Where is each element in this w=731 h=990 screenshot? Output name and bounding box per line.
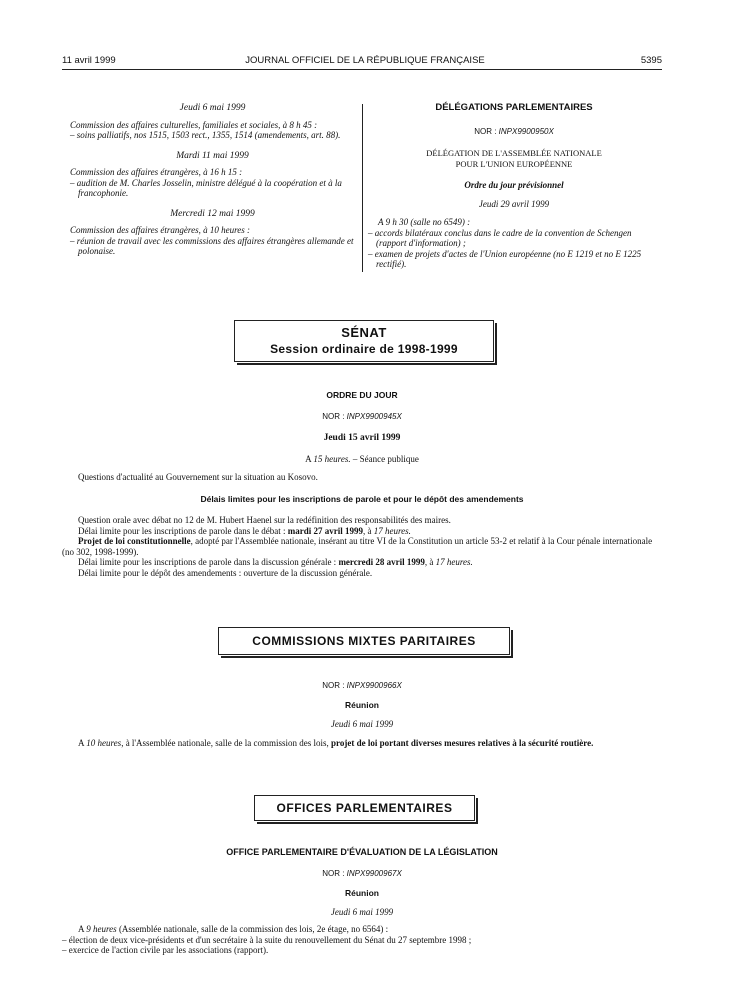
text-run-bold: projet de loi portant diverses mesures relatives à la sécurité routière. [331, 738, 594, 748]
agenda-item: – examen de projets d'actes de l'Union européenne (no E 1219 et no E 1225 rectifié). [368, 248, 642, 269]
journal-title: JOURNAL OFFICIEL DE LA RÉPUBLIQUE FRANÇAISE [245, 55, 485, 66]
cmp-box: COMMISSIONS MIXTES PARITAIRES [218, 627, 510, 655]
agenda-line: Commission des affaires étrangères, à 16 h 15 : [70, 167, 243, 177]
agenda-item: – accords bilatéraux conclus dans le cadre de la convention de Schengen (rapport d'information) ; [368, 227, 632, 248]
text-run-bold: Projet de loi constitutionnelle [78, 536, 191, 546]
nor-code: INPX9900966X [346, 681, 402, 690]
delais-paragraph: Délai limite pour le dépôt des amendements : ouverture de la discussion générale. [78, 567, 373, 578]
delais-paragraph [62, 536, 662, 557]
text-run: A [78, 738, 87, 748]
text-run: , à [424, 557, 436, 567]
agenda-date: Mercredi 12 mai 1999 [170, 208, 255, 219]
delais-paragraph: Question orale avec débat no 12 de M. Hubert Haenel sur la redéfinition des responsabilités des maires. [78, 515, 451, 525]
agenda-date: Mardi 11 mai 1999 [176, 150, 249, 161]
text-run: , à l'Assemblée nationale, salle de la commission des lois, [121, 738, 332, 748]
nor-code: INPX9900950X [498, 126, 554, 136]
offices-text-block [62, 924, 662, 956]
agenda-time: A 9 h 30 (salle no 6549) : [378, 217, 471, 227]
agenda-block [70, 103, 355, 141]
session-time-rest: – Séance publique [350, 454, 419, 464]
agenda-date: Jeudi 29 avril 1999 [478, 198, 550, 209]
text-run: , à [362, 525, 374, 536]
agenda-block [70, 151, 355, 199]
nor-reference [62, 412, 662, 421]
agenda-line: Commission des affaires culturelles, familiales et sociales, à 8 h 45 : [70, 119, 318, 130]
senat-question: Questions d'actualité au Gouvernement sur la situation au Kosovo. [78, 472, 318, 482]
text-run-italic: 9 heures [86, 924, 117, 934]
senat-date: Jeudi 15 avril 1999 [323, 433, 401, 443]
nor-label: NOR : [322, 412, 345, 421]
offices-item: – élection de deux vice-présidents et d'un secrétaire à la suite du renouvellement du Sénat du 27 septembre 1998 ; [62, 934, 472, 945]
ordre-du-jour-heading: ORDRE DU JOUR [326, 390, 398, 400]
agenda-item: – réunion de travail avec les commissions des affaires étrangères allemande et polonaise. [70, 235, 354, 256]
text-run: , adopté par l'Assemblée nationale, insérant au titre VI de la Constitution un article 53-2 et relatif à la Cour pénale internationale (no 302, 1998-1999). [62, 536, 653, 557]
nor-reference [62, 869, 662, 878]
cmp-date: Jeudi 6 mai 1999 [330, 719, 394, 729]
header-rule [62, 69, 662, 70]
nor-label: NOR : [474, 126, 497, 136]
offices-text [62, 924, 662, 935]
header-date: 11 avril 1999 [62, 55, 116, 66]
senat-title: SÉNAT [341, 325, 387, 340]
delais-paragraph [62, 526, 662, 537]
order-title: Ordre du jour prévisionnel [464, 180, 564, 190]
text-run-bold: mardi 27 avril 1999 [287, 525, 363, 536]
cmp-text [62, 738, 662, 749]
delais-paragraph [62, 557, 662, 568]
offices-date: Jeudi 6 mai 1999 [330, 907, 394, 917]
nor-code: INPX9900945X [346, 412, 402, 421]
delais-heading: Délais limites pour les inscriptions de parole et pour le dépôt des amendements [200, 494, 524, 504]
text-run-italic: 17 heures. [373, 525, 411, 536]
delais-block [62, 515, 662, 578]
agenda-date: Jeudi 6 mai 1999 [179, 103, 246, 113]
nor-reference [368, 127, 660, 138]
text-run-bold: mercredi 28 avril 1999 [338, 557, 425, 567]
session-title: Session ordinaire de 1998-1999 [270, 342, 458, 356]
nor-label: NOR : [322, 869, 345, 878]
column-divider [362, 104, 363, 272]
agenda-item: – audition de M. Charles Josselin, ministre délégué à la coopération et à la francophonie. [70, 177, 342, 198]
agenda-block [70, 209, 355, 257]
delegation-name-line2: POUR L'UNION EUROPÉENNE [455, 158, 573, 169]
text-run: Délai limite pour les inscriptions de parole dans le débat : [78, 525, 288, 536]
offices-subheading: Réunion [345, 888, 379, 898]
delegation-name-line1: DÉLÉGATION DE L'ASSEMBLÉE NATIONALE [426, 148, 602, 158]
text-run: A [78, 924, 87, 934]
offices-box: OFFICES PARLEMENTAIRES [254, 795, 475, 821]
text-run-italic: 10 heures [86, 738, 122, 748]
text-run: (Assemblée nationale, salle de la commission des lois, 2e étage, no 6564) : [116, 924, 389, 934]
nor-reference [62, 681, 662, 690]
session-time [62, 454, 662, 464]
nor-label: NOR : [322, 681, 345, 690]
senat-box [234, 320, 494, 362]
senat-question-block [62, 472, 662, 483]
session-time-hour: 15 heures. [313, 454, 351, 464]
offices-item: – exercice de l'action civile par les associations (rapport). [62, 945, 269, 955]
page-number: 5395 [640, 55, 662, 66]
offices-heading: OFFICE PARLEMENTAIRE D'ÉVALUATION DE LA LÉGISLATION [226, 847, 498, 857]
cmp-heading: Réunion [345, 700, 379, 710]
text-run: Délai limite pour les inscriptions de parole dans la discussion générale : [78, 557, 339, 567]
text-run-italic: 17 heures. [435, 557, 473, 567]
session-time-prefix: A [305, 454, 312, 464]
nor-code: INPX9900967X [346, 869, 402, 878]
agenda-item: – soins palliatifs, nos 1515, 1503 rect., 1355, 1514 (amendements, art. 88). [70, 130, 341, 140]
cmp-text-block [62, 738, 662, 749]
left-column [70, 103, 355, 257]
delegations-heading: DÉLÉGATIONS PARLEMENTAIRES [435, 102, 593, 113]
agenda-line: Commission des affaires étrangères, à 10 heures : [70, 225, 250, 235]
right-column [368, 103, 660, 270]
